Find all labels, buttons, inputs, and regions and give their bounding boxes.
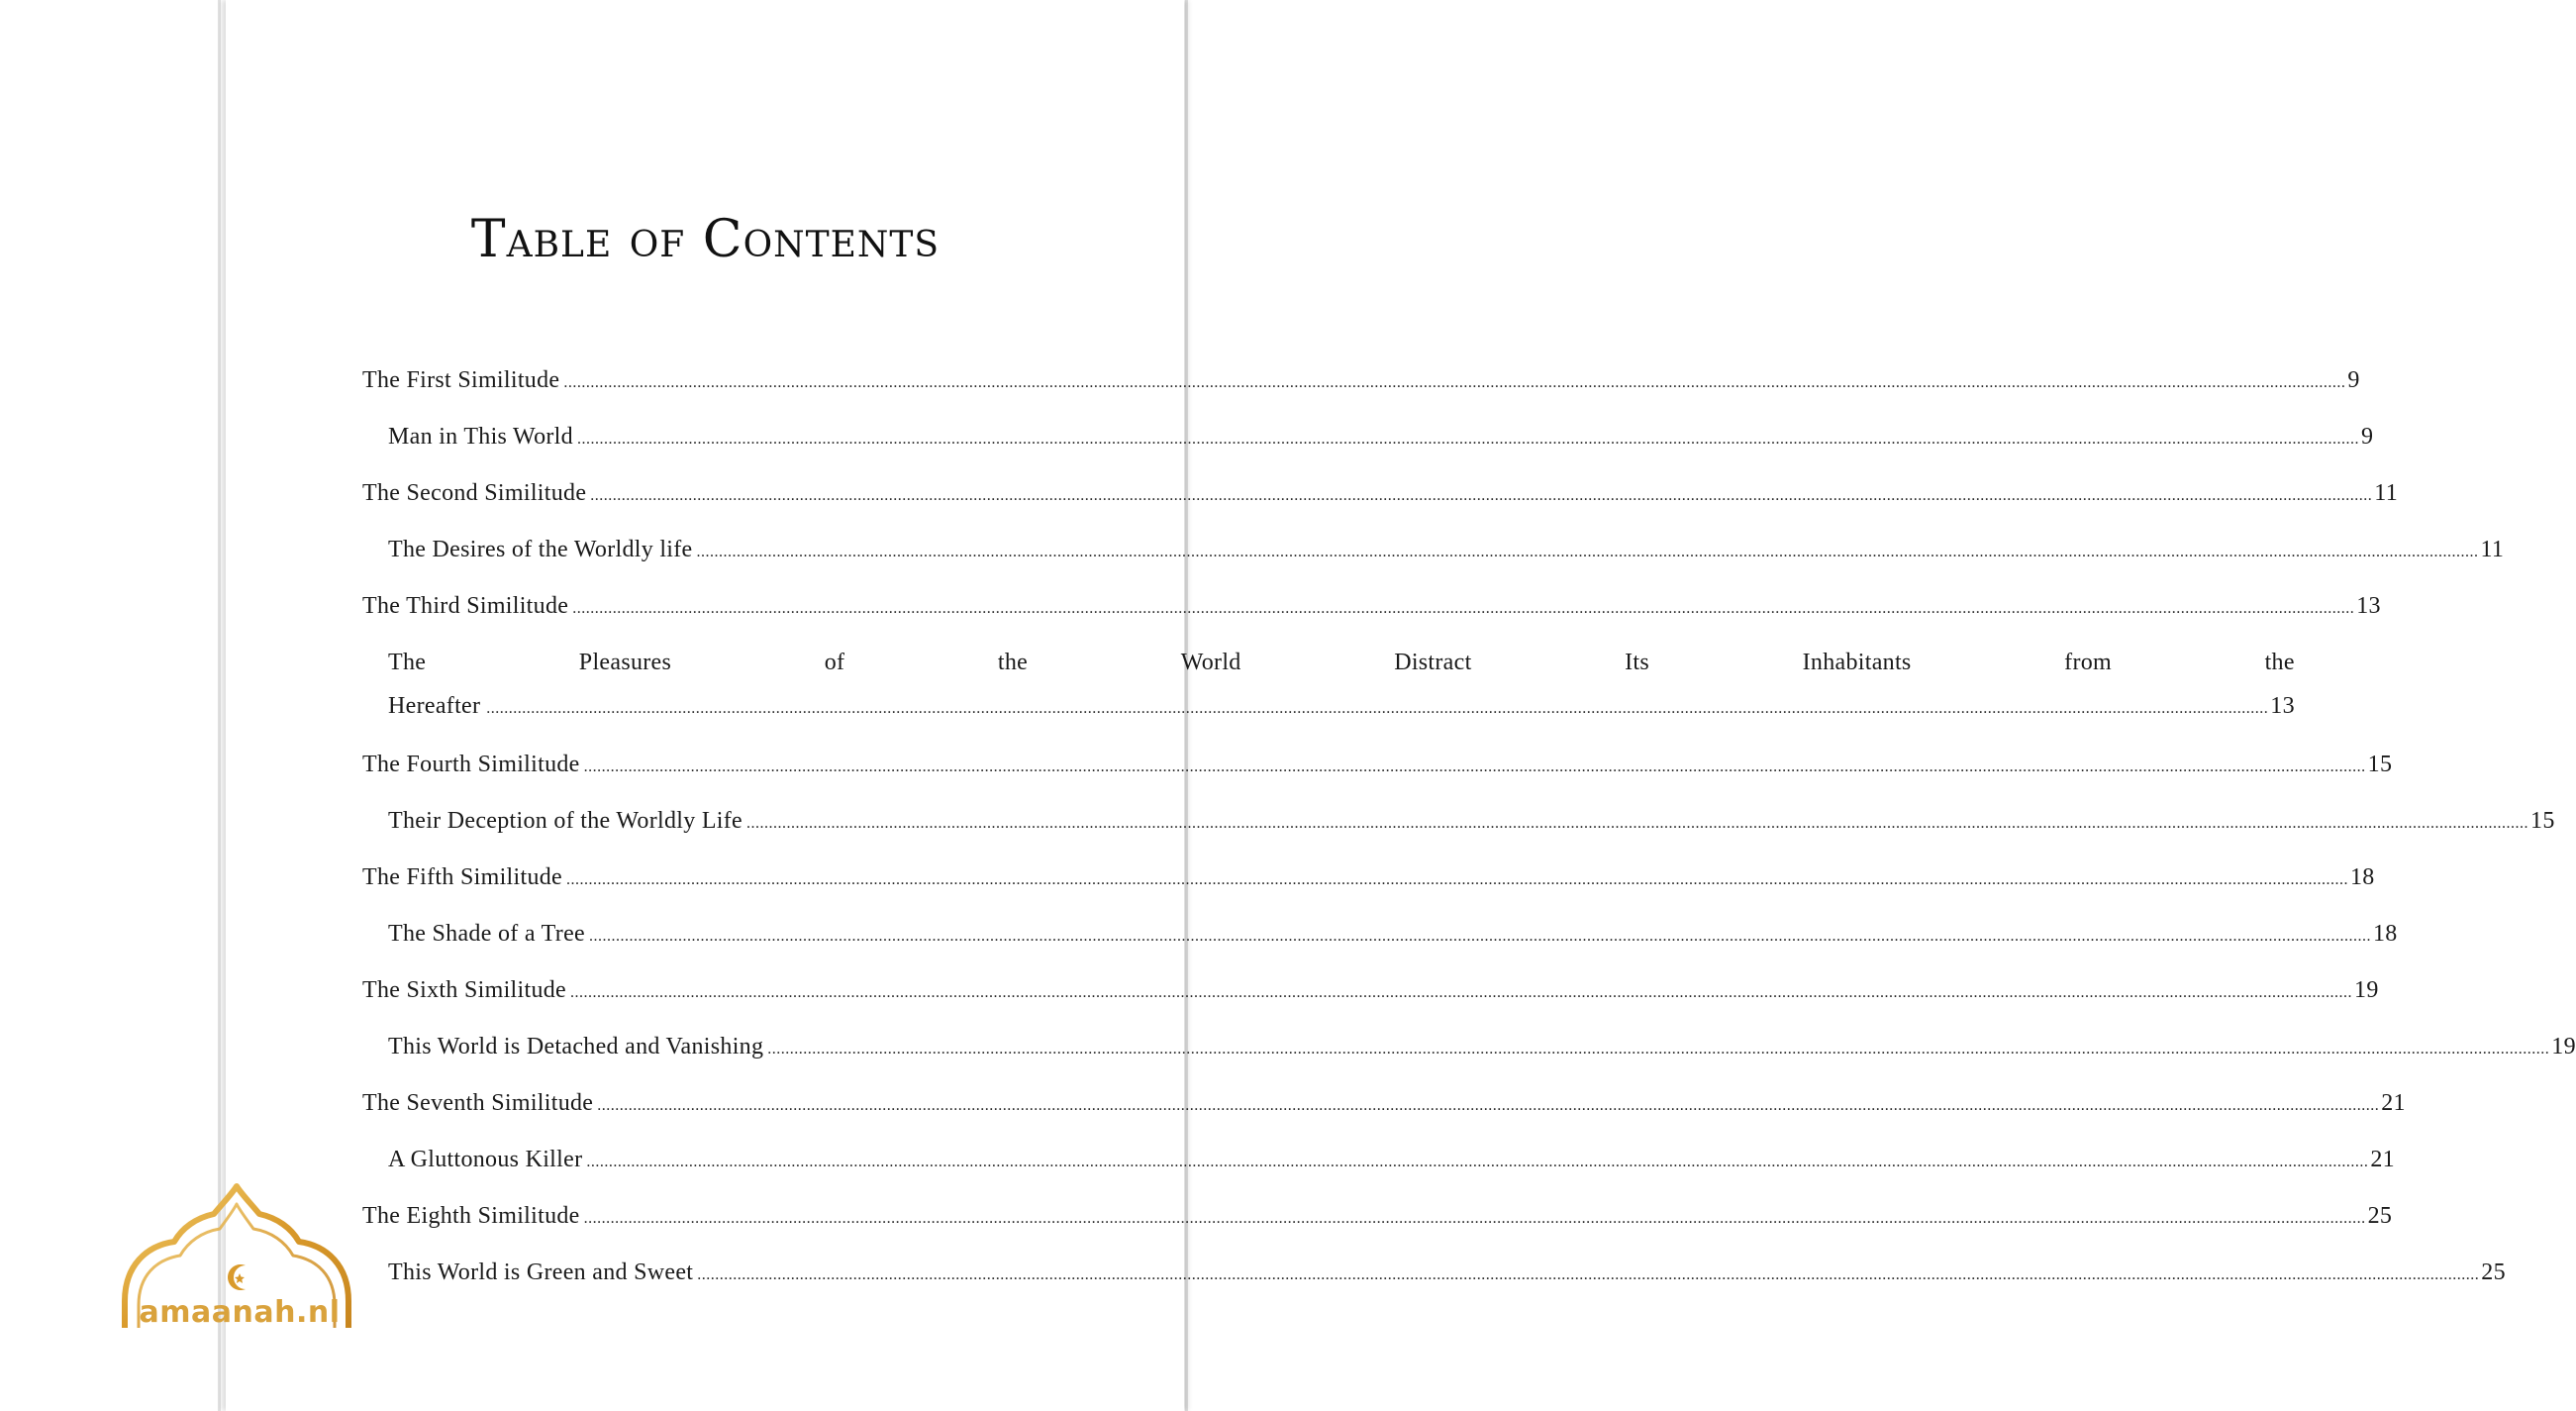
toc-entry-title: The Fourth Similitude bbox=[362, 752, 580, 777]
dot-leader: ................................................................................................................................................................................................................................................................................................................................................................................................................ bbox=[566, 871, 2348, 888]
toc-page-number: 11 bbox=[2480, 537, 2505, 562]
toc-entry-subsection bbox=[362, 906, 2398, 962]
toc-page-number: 18 bbox=[2373, 921, 2398, 947]
toc-page-number: 15 bbox=[2367, 752, 2393, 777]
dot-leader: ................................................................................................................................................................................................................................................................................................................................................................................................................ bbox=[597, 1097, 2380, 1114]
toc-page-number: 15 bbox=[2530, 808, 2555, 834]
toc-entry-subsection bbox=[362, 635, 2295, 737]
toc-title-word: the bbox=[2264, 650, 2295, 675]
toc-entry-chapter bbox=[362, 465, 2398, 522]
toc-entry-chapter bbox=[362, 353, 2360, 409]
toc-title-word: Distract bbox=[1394, 650, 1472, 675]
toc-list bbox=[362, 353, 2576, 1301]
toc-entry-chapter bbox=[362, 737, 2393, 793]
toc-title-word: the bbox=[997, 650, 1029, 675]
toc-entry-subsection bbox=[362, 1132, 2395, 1188]
toc-title-word: Its bbox=[1625, 650, 1650, 675]
toc-entry-subsection bbox=[362, 522, 2505, 578]
dot-leader: ................................................................................................................................................................................................................................................................................................................................................................................................................ bbox=[589, 928, 2371, 945]
toc-entry-subsection bbox=[362, 1019, 2576, 1075]
toc-entry-chapter bbox=[362, 962, 2379, 1019]
dot-leader: ................................................................................................................................................................................................................................................................................................................................................................................................................ bbox=[590, 487, 2373, 504]
toc-entry-title: The First Similitude bbox=[362, 367, 560, 393]
toc-entry-wrap bbox=[362, 635, 2295, 737]
toc-entry-title: This World is Detached and Vanishing bbox=[388, 1034, 764, 1059]
dot-leader: ................................................................................................................................................................................................................................................................................................................................................................................................................ bbox=[486, 700, 2269, 717]
toc-entry-title: Hereafter bbox=[388, 693, 481, 719]
toc-entry-title: The Seventh Similitude bbox=[362, 1090, 594, 1116]
toc-title-word: Inhabitants bbox=[1802, 650, 1912, 675]
toc-title-word: The bbox=[388, 650, 427, 675]
toc-page-number: 25 bbox=[2367, 1203, 2393, 1229]
toc-page-number: 21 bbox=[2381, 1090, 2406, 1116]
toc-page-number: 11 bbox=[2374, 480, 2398, 506]
toc-page-number: 18 bbox=[2350, 864, 2375, 890]
toc-entry-chapter bbox=[362, 850, 2375, 906]
toc-entry-subsection bbox=[362, 409, 2374, 465]
toc-entry-title-line2 bbox=[388, 691, 2295, 737]
toc-entry-chapter bbox=[362, 578, 2381, 635]
dot-leader: ................................................................................................................................................................................................................................................................................................................................................................................................................ bbox=[570, 984, 2353, 1001]
toc-entry-title: Man in This World bbox=[388, 424, 573, 450]
toc-entry-title-line1 bbox=[388, 635, 2295, 691]
dot-leader: ................................................................................................................................................................................................................................................................................................................................................................................................................ bbox=[583, 1210, 2366, 1227]
toc-entry-chapter bbox=[362, 1188, 2393, 1245]
toc-entry-chapter bbox=[362, 1075, 2406, 1132]
watermark-text: amaanah.nl bbox=[139, 1295, 341, 1330]
watermark-logo bbox=[117, 1184, 356, 1333]
dot-leader: ................................................................................................................................................................................................................................................................................................................................................................................................................ bbox=[572, 600, 2355, 617]
toc-page-number: 21 bbox=[2370, 1147, 2395, 1172]
dot-leader: ................................................................................................................................................................................................................................................................................................................................................................................................................ bbox=[696, 544, 2479, 560]
toc-page-number: 13 bbox=[2270, 693, 2295, 719]
toc-entry-subsection bbox=[362, 793, 2555, 850]
dot-leader: ................................................................................................................................................................................................................................................................................................................................................................................................................ bbox=[767, 1041, 2550, 1058]
page-title: Table of Contents bbox=[470, 210, 941, 269]
dot-leader: ................................................................................................................................................................................................................................................................................................................................................................................................................ bbox=[583, 758, 2366, 775]
toc-page-number: 25 bbox=[2481, 1260, 2506, 1285]
toc-page-number: 19 bbox=[2354, 977, 2379, 1003]
toc-title-word: of bbox=[824, 650, 845, 675]
toc-entry-title: The Eighth Similitude bbox=[362, 1203, 580, 1229]
toc-title-word: World bbox=[1180, 650, 1241, 675]
toc-entry-title: Their Deception of the Worldly Life bbox=[388, 808, 743, 834]
dot-leader: ................................................................................................................................................................................................................................................................................................................................................................................................................ bbox=[586, 1154, 2369, 1170]
dot-leader: ................................................................................................................................................................................................................................................................................................................................................................................................................ bbox=[697, 1266, 2480, 1283]
dot-leader: ................................................................................................................................................................................................................................................................................................................................................................................................................ bbox=[576, 431, 2359, 448]
dot-leader: ................................................................................................................................................................................................................................................................................................................................................................................................................ bbox=[563, 374, 2346, 391]
toc-entry-title: The Shade of a Tree bbox=[388, 921, 585, 947]
toc-entry-title: A Gluttonous Killer bbox=[388, 1147, 583, 1172]
toc-entry-title: The Desires of the Worldly life bbox=[388, 537, 693, 562]
toc-page-number: 9 bbox=[2360, 424, 2374, 450]
toc-page-number: 19 bbox=[2551, 1034, 2576, 1059]
toc-entry-title: This World is Green and Sweet bbox=[388, 1260, 694, 1285]
toc-title-word: from bbox=[2064, 650, 2113, 675]
toc-title-word: Pleasures bbox=[578, 650, 672, 675]
toc-entry-title: The Third Similitude bbox=[362, 593, 569, 619]
toc-entry-title: The Fifth Similitude bbox=[362, 864, 562, 890]
toc-entry-title: The Sixth Similitude bbox=[362, 977, 567, 1003]
toc-page-number: 13 bbox=[2356, 593, 2381, 619]
toc-entry-title: The Second Similitude bbox=[362, 480, 587, 506]
toc-page-number: 9 bbox=[2347, 367, 2360, 393]
toc-entry-subsection bbox=[362, 1245, 2506, 1301]
dot-leader: ................................................................................................................................................................................................................................................................................................................................................................................................................ bbox=[746, 815, 2529, 832]
